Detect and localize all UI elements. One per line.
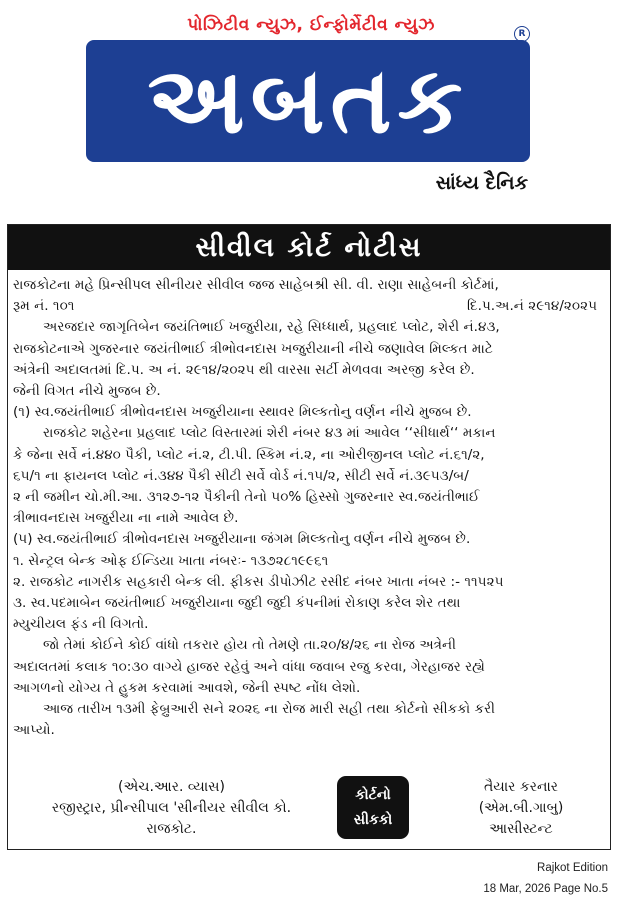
newspaper-logo: અબતક <box>86 40 530 162</box>
court-seal <box>337 776 409 839</box>
notice-line: ૬૫/૧ ના ફાયનલ પ્લોટ નં.૩૪૪ પૈકી સીટી સર્વે વોર્ડ નં.૧૫/૨, સીટી સર્વે નં.૩૯૫૩/બ/ <box>13 467 469 484</box>
notice-line: (૫) સ્વ.જયંતીભાઈ ત્રીભોવનદાસ ખજુરીયાના જંગમ મિલ્કતોનુ વર્ણન નીચે મુજબ છે. <box>13 531 471 548</box>
notice-line: ૨ ની જમીન ચો.મી.આ. ૩૧૨૭-૧૨ પૈકીની તેનો ૫૦% હિસ્સો ગુજરનાર સ્વ.જયંતીભાઈ <box>13 489 480 506</box>
notice-line: અરજદાર જાગૃતિબેન જયંતિભાઈ ખજુરીયા, રહે સિધ્ધાર્થ, પ્રહલાદ પ્લોટ, શેરી નં.૪૩, <box>43 319 500 336</box>
notice-line: આજ તારીખ ૧૩મી ફેબ્રુઆરી સને ૨૦૨૬ ના રોજ મારી સહી તથા કોર્ટનો સીકકો કરી <box>43 701 496 718</box>
preparer-label: તૈયાર કરનાર <box>483 779 559 795</box>
notice-body <box>13 275 607 741</box>
notice-line: ૨. રાજકોટ નાગરીક સહકારી બેન્ક લી. ફીકસ ડીપોઝીટ રસીદ નંબર ખાતા નંબર :- ૧૧૫૨૫ <box>13 573 504 590</box>
notice-line: ૩. સ્વ.પદમાબેન જયંતીભાઈ ખજુરીયાના જુદી જુદી કંપનીમાં રોકાણ કરેલ શેર તથા <box>13 595 461 612</box>
notice-line: મ્યુચીયલ ફંડ ની વિગતો. <box>13 616 149 633</box>
notice-line: આપ્યો. <box>13 722 55 739</box>
notice-line: રાજકોટ શહેરના પ્રહલાદ પ્લોટ વિસ્તારમાં શેરી નંબર ૪૩ માં આવેલ ‘‘સીધાર્થ‘‘ મકાન <box>43 425 496 442</box>
seal-line-1: કોર્ટનો <box>355 786 391 803</box>
notice-line: રાજકોટના મહે પ્રિન્સીપલ સીનીયર સીવીલ જજ સાહેબશ્રી સી. વી. રાણા સાહેબની કોર્ટમાં, <box>13 277 499 293</box>
registered-mark-icon: R <box>514 26 530 42</box>
case-reference-row <box>13 296 607 317</box>
preparer-designation: આસીસ્ટન્ટ <box>489 821 553 837</box>
newspaper-subtitle: સાંધ્ય દૈનિક <box>435 172 528 194</box>
notice-line: ત્રીભાવનદાસ ખજુરીયા ના નામે આવેલ છે. <box>13 510 239 527</box>
registrar-name: (એચ.આર. વ્યાસ) <box>118 779 225 795</box>
tagline: પોઝિટીવ ન્યુઝ, ઈન્ફોર્મેટીવ ન્યુઝ <box>187 15 435 35</box>
case-number: દિ.પ.અ.નં ૨૯૧૪/૨૦૨૫ <box>466 298 597 315</box>
page-footer <box>483 858 608 900</box>
registrar-designation: રજીસ્ટ્રાર, પ્રીન્સીપાલ 'સીનીયર સીવીલ કો. <box>51 800 292 816</box>
masthead <box>0 0 618 215</box>
notice-line: રાજકોટનાએ ગુજરનાર જયંતીભાઈ ત્રીભોવનદાસ ખજુરીયાની નીચે જણાવેલ મિલ્કત માટે <box>13 340 493 357</box>
notice-line: જો તેમાં કોઈને કોઈ વાંધો તકરાર હોય તો તેમણે તા.૨૦/૪/૨૬ ના રોજ અત્રેની <box>43 637 457 654</box>
notice-line: જેની વિગત નીચે મુજબ છે. <box>13 383 161 400</box>
edition-label: Rajkot Edition <box>537 862 608 874</box>
notice-line: (૧) સ્વ.જયંતીભાઈ ત્રીભોવનદાસ ખજુરીયાના સ્થાવર મિલ્કતોનુ વર્ણન નીચે મુજબ છે. <box>13 404 472 421</box>
notice-line: અંત્રેની અદાલતમાં દિ.પ. અ નં. ૨૯૧૪/૨૦૨૫ થી વારસા સર્ટી મેળવવા અરજી કરેલ છે. <box>13 361 475 378</box>
registrar-place: રાજકોટ. <box>146 821 197 837</box>
notice-line: અદાલતમાં કલાક ૧૦:૩૦ વાગ્યે હાજર રહેવું અને વાંધા જવાબ રજુ કરવા, ગેરહાજર રહ્યે <box>13 658 485 675</box>
registrar-signature <box>14 777 329 840</box>
notice-title: સીવીલ કોર્ટ નોટીસ <box>8 225 610 270</box>
room-number: રૂમ નં. ૧૦૧ <box>13 298 75 315</box>
date-page-label: 18 Mar, 2026 Page No.5 <box>483 883 608 895</box>
preparer-signature <box>436 777 606 840</box>
court-notice <box>7 224 611 850</box>
notice-line: આગળનો યોગ્ય તે હુકમ કરવામાં આવશે, જેની સ્પષ્ટ નોંધ લેશો. <box>13 679 361 696</box>
seal-line-2: સીકકો <box>353 811 393 828</box>
preparer-name: (એમ.બી.ગાબુ) <box>478 800 564 816</box>
notice-line: કે જેના સર્વે નં.૪૪૦ પૈકી, પ્લોટ નં.૨, ટી.પી. સ્કિમ નં.૨, ના ઓરીજીનલ પ્લોટ નં.૬૧/૨, <box>13 446 485 463</box>
notice-line: ૧. સેન્ટ્રલ બેન્ક ઓફ ઈન્ડિયા ખાતા નંબરઃ- ૧૩૭૨૮૧૯૯૬૧ <box>13 552 329 569</box>
